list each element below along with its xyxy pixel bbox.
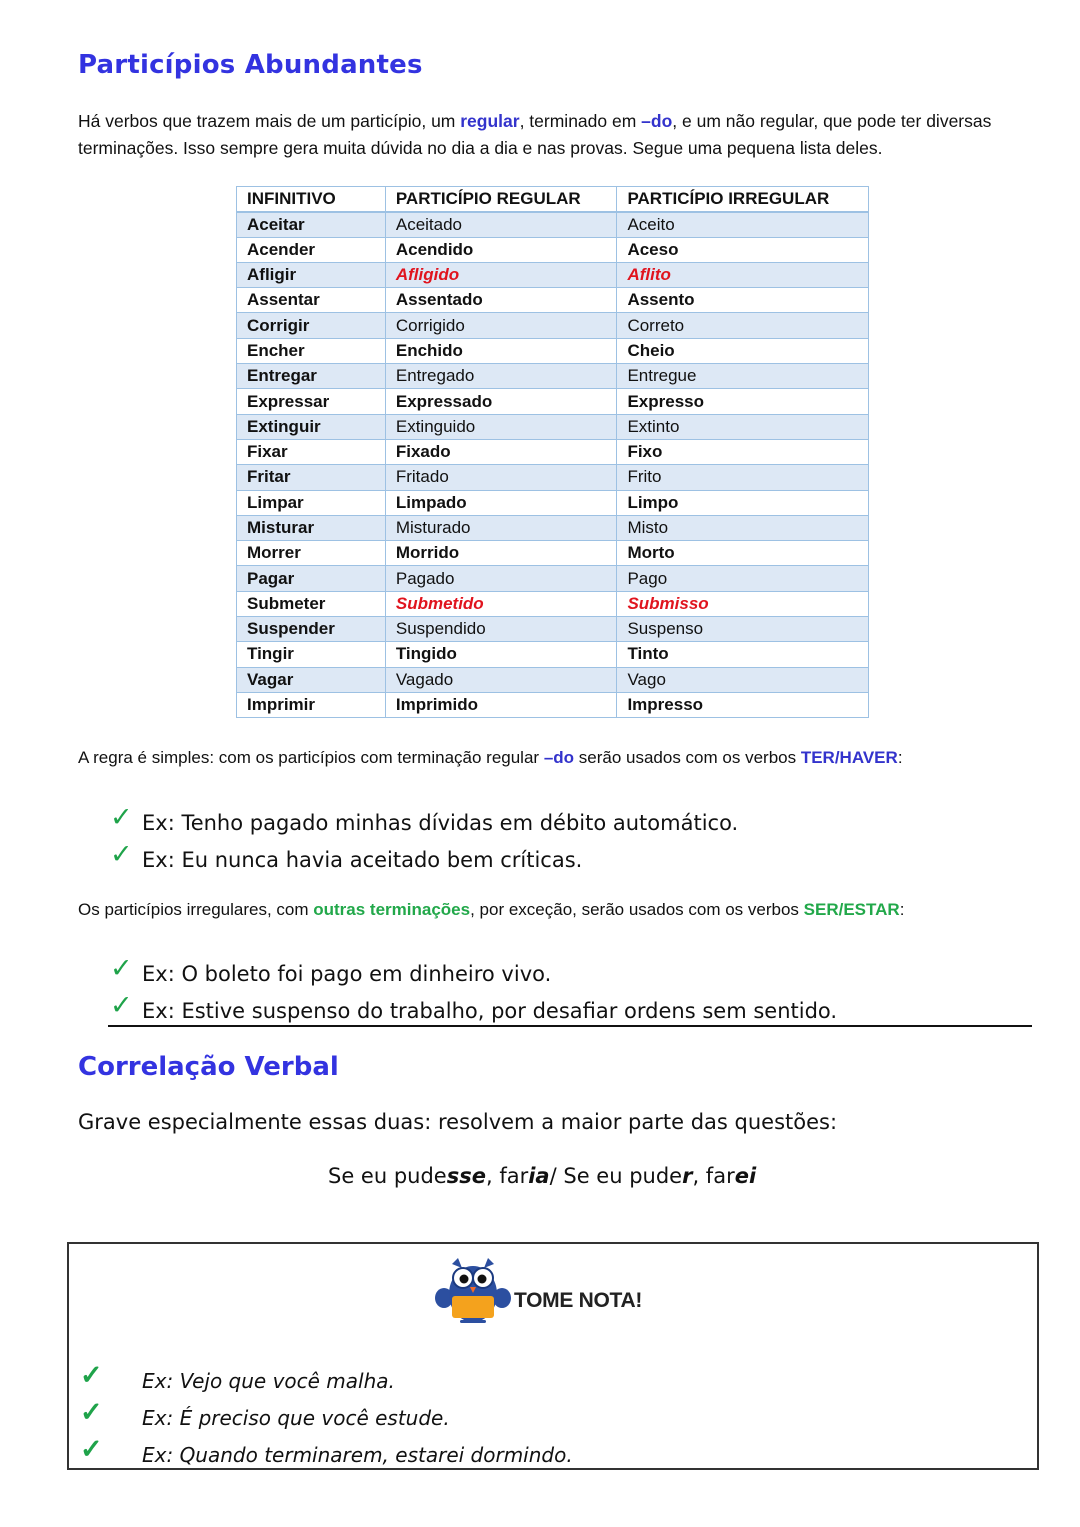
example-item [110,951,837,988]
rule-text: : [897,748,903,767]
cell-infinitivo: Tingir [237,642,386,667]
cell-infinitivo: Morrer [237,541,386,566]
ter-haver-highlight: TER/HAVER [800,748,898,767]
rule-text: Os particípios irregulares, com [78,900,314,919]
cell-participio-regular: Corrigido [385,313,617,338]
cell-participio-regular: Submetido [385,591,617,616]
cell-participio-regular: Aceitado [385,212,617,237]
table-row [237,439,869,464]
cell-infinitivo: Encher [237,338,386,363]
rule-text: serão usados com os verbos [574,748,801,767]
table-row [237,490,869,515]
participles-table [236,186,869,718]
cell-participio-irregular: Impresso [617,692,869,717]
cell-participio-regular: Tingido [385,642,617,667]
cell-participio-regular: Extinguido [385,414,617,439]
cell-participio-irregular: Correto [617,313,869,338]
cell-participio-irregular: Frito [617,465,869,490]
do-highlight: –do [641,111,673,131]
cell-participio-irregular: Limpo [617,490,869,515]
cell-participio-regular: Fritado [385,465,617,490]
cell-participio-irregular: Aceito [617,212,869,237]
checkmark-icon: ✓ [110,802,133,833]
table-row [237,414,869,439]
table-row [237,237,869,262]
example-text: Ex: O boleto foi pago em dinheiro vivo. [142,962,552,986]
cell-infinitivo: Pagar [237,566,386,591]
cell-participio-regular: Entregado [385,364,617,389]
rule-text: A regra é simples: com os particípios com terminação regular [78,748,544,767]
correlacao-text: Grave especialmente essas duas: resolvem a maior parte das questões: [78,1110,838,1134]
cell-participio-regular: Vagado [385,667,617,692]
tome-nota-label: TOME NOTA! [514,1289,643,1312]
cell-participio-regular: Assentado [385,288,617,313]
table-row [237,338,869,363]
note-text: Ex: Vejo que você malha. [142,1369,395,1393]
cell-participio-regular: Limpado [385,490,617,515]
formula-text: , far [692,1164,735,1188]
formula-text: / Se eu pude [549,1164,683,1188]
ser-estar-highlight: SER/ESTAR [803,900,900,919]
tome-nota-box [67,1242,1039,1470]
rule-text: , por exceção, serão usados com os verbos [470,900,804,919]
table-header-row [237,187,869,212]
note-text: Ex: Quando terminarem, estarei dormindo. [142,1443,573,1467]
cell-participio-regular: Suspendido [385,617,617,642]
cell-infinitivo: Fixar [237,439,386,464]
rule-text: : [899,900,905,919]
cell-participio-irregular: Expresso [617,389,869,414]
table-row [237,465,869,490]
example-item [110,837,738,874]
table-row [237,541,869,566]
table-row [237,566,869,591]
cell-participio-regular: Fixado [385,439,617,464]
header-infinitivo: INFINITIVO [237,187,386,212]
cell-participio-regular: Acendido [385,237,617,262]
intro-text: , terminado em [519,111,642,131]
header-participio-regular: PARTICÍPIO REGULAR [385,187,617,212]
table-row [237,262,869,287]
cell-participio-irregular: Vago [617,667,869,692]
cell-participio-irregular: Assento [617,288,869,313]
note-text: Ex: É preciso que você estude. [142,1406,450,1430]
cell-participio-regular: Enchido [385,338,617,363]
cell-infinitivo: Misturar [237,515,386,540]
cell-participio-irregular: Extinto [617,414,869,439]
table-row [237,288,869,313]
cell-infinitivo: Limpar [237,490,386,515]
checkmark-icon: ✓ [110,839,133,870]
intro-text: , e um não regular, que pode ter diversas terminações. Isso sempre gera muita dúvida no dia a dia e nas provas. Segue uma pequena lista deles. [78,111,992,158]
cell-participio-irregular: Tinto [617,642,869,667]
section-title-participios: Particípios Abundantes [78,50,423,80]
table-row [237,667,869,692]
table-row [237,617,869,642]
section-divider [108,1025,1032,1027]
checkmark-icon: ✓ [110,953,133,984]
outras-terminacoes-highlight: outras terminações [313,900,471,919]
cell-participio-irregular: Fixo [617,439,869,464]
cell-participio-irregular: Aflito [617,262,869,287]
table-row [237,591,869,616]
checkmark-icon: ✓ [80,1397,103,1427]
header-participio-irregular: PARTICÍPIO IRREGULAR [617,187,869,212]
formula-ending: r [682,1164,693,1188]
rule-ter-haver [78,748,903,768]
formula-text: Se eu pude [328,1164,447,1188]
correlacao-formula [328,1164,756,1188]
cell-participio-irregular: Pago [617,566,869,591]
cell-participio-regular: Pagado [385,566,617,591]
examples-ter-haver [110,800,738,874]
table-row [237,642,869,667]
cell-participio-regular: Imprimido [385,692,617,717]
cell-infinitivo: Submeter [237,591,386,616]
do-highlight: –do [543,748,575,767]
cell-participio-irregular: Aceso [617,237,869,262]
table-row [237,515,869,540]
cell-participio-regular: Afligido [385,262,617,287]
cell-infinitivo: Vagar [237,667,386,692]
cell-infinitivo: Assentar [237,288,386,313]
table-row [237,313,869,338]
examples-ser-estar [110,951,837,1025]
rule-ser-estar [78,900,904,920]
cell-participio-irregular: Cheio [617,338,869,363]
cell-participio-irregular: Misto [617,515,869,540]
cell-infinitivo: Corrigir [237,313,386,338]
cell-participio-irregular: Entregue [617,364,869,389]
cell-infinitivo: Entregar [237,364,386,389]
intro-text: Há verbos que trazem mais de um particípio, um [78,111,461,131]
cell-participio-regular: Morrido [385,541,617,566]
section-title-correlacao: Correlação Verbal [78,1052,339,1082]
cell-participio-irregular: Suspenso [617,617,869,642]
regular-highlight: regular [460,111,520,131]
formula-ending: ei [734,1164,757,1188]
cell-infinitivo: Imprimir [237,692,386,717]
checkmark-icon: ✓ [80,1434,103,1464]
table-row [237,389,869,414]
intro-paragraph [78,108,1048,162]
table-row [237,692,869,717]
checkmark-icon: ✓ [110,990,133,1021]
cell-infinitivo: Aceitar [237,212,386,237]
example-text: Ex: Tenho pagado minhas dívidas em débito automático. [142,811,739,835]
formula-ending: sse [446,1164,486,1188]
example-item [110,988,837,1025]
owl-mascot-icon [434,1254,512,1326]
table-row [237,212,869,237]
cell-participio-regular: Expressado [385,389,617,414]
cell-participio-irregular: Submisso [617,591,869,616]
cell-infinitivo: Afligir [237,262,386,287]
example-text: Ex: Estive suspenso do trabalho, por desafiar ordens sem sentido. [142,999,838,1023]
cell-infinitivo: Acender [237,237,386,262]
cell-participio-irregular: Morto [617,541,869,566]
cell-infinitivo: Expressar [237,389,386,414]
example-text: Ex: Eu nunca havia aceitado bem críticas. [142,848,583,872]
formula-ending: ia [528,1164,550,1188]
cell-infinitivo: Suspender [237,617,386,642]
cell-infinitivo: Fritar [237,465,386,490]
example-item [110,800,738,837]
table-row [237,364,869,389]
checkmark-icon: ✓ [80,1360,103,1390]
cell-participio-regular: Misturado [385,515,617,540]
cell-infinitivo: Extinguir [237,414,386,439]
formula-text: , far [485,1164,529,1188]
